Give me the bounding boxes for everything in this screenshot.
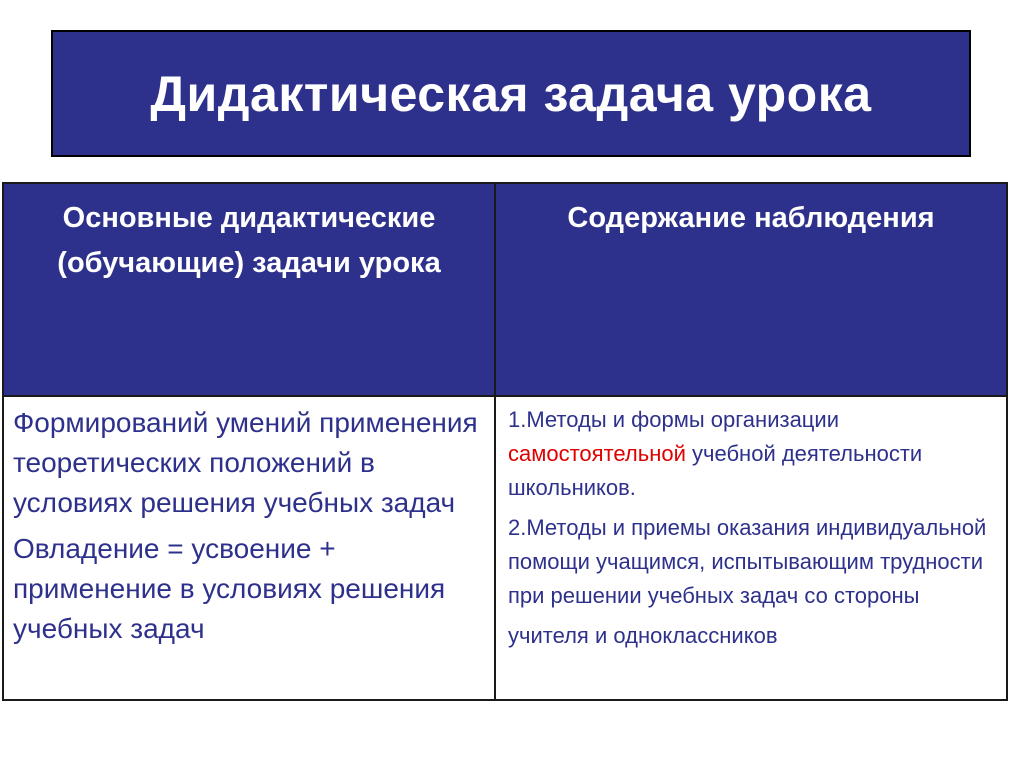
tasks-cell xyxy=(3,396,495,700)
highlight-word: самостоятельной xyxy=(508,441,686,466)
observation-item-2: 2.Методы и приемы оказания индивидуальной помощи учащимся, испытывающим трудности при решении учебных задач со стороны xyxy=(508,515,987,608)
header-cell-tasks: Основные дидактические (обучающие) задачи урока xyxy=(3,183,495,396)
page-title: Дидактическая задача урока xyxy=(150,65,872,122)
observation-item-3: учителя и одноклассников xyxy=(508,623,778,648)
observation-item-1-start: 1.Методы и формы организации xyxy=(508,407,839,432)
task-paragraph-2: Овладение = усвоение + применение в условиях решения учебных задач xyxy=(13,533,446,644)
observation-item-1 xyxy=(508,403,998,505)
didactic-table xyxy=(2,182,1008,701)
header-cell-observation: Содержание наблюдения xyxy=(495,183,1007,396)
observation-item-1-end: учебной деятельности школьников. xyxy=(508,441,923,500)
title-banner xyxy=(51,30,971,157)
task-paragraph-1: Формирований умений применения теоретических положений в условиях решения учебных задач xyxy=(13,407,478,518)
table-row xyxy=(3,396,1007,700)
observation-cell xyxy=(495,396,1007,700)
table-header-row xyxy=(3,183,1007,396)
